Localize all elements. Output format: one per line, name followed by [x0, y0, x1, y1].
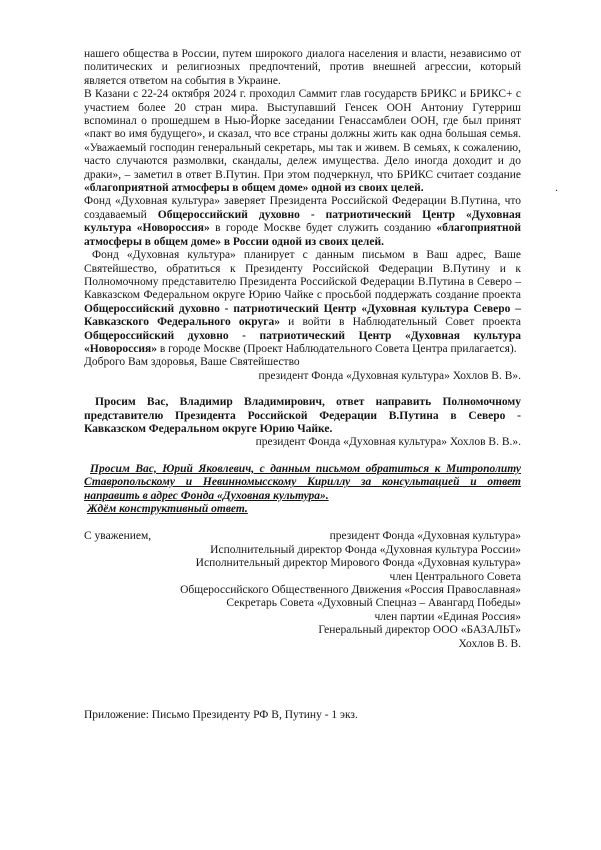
text-run: нашего общества в России, путем широкого диалога населения и власти, независимо от политических и религиозных предпочтений, против внешней агрессии, который является ответом на события в Украине.: [84, 48, 521, 87]
brics-summit-paragraph: [84, 88, 558, 195]
signature-title-line: Секретарь Совета «Духовный Спецназ – Авангард Победы»: [226, 597, 521, 610]
appendix-line: [84, 709, 521, 722]
text-run: Фонд «Духовная культура» заверяет Президента Российской Федерации В.Путина, что создаваемый: [84, 195, 521, 221]
farewell-line: [84, 356, 521, 369]
request-putin-paragraph: [84, 396, 521, 436]
text-run: .: [555, 182, 558, 195]
signature-title-line: Генеральный директор ООО «БАЗАЛЬТ»: [318, 624, 521, 637]
text-run: Просим Вас, Владимир Владимирович, ответ направить Полномочному представителю Президента Российской Федерации В.Путина в Северо - Кавказском Федеральном округе Юрию Чайке.: [84, 396, 521, 435]
text-run: Доброго Вам здоровья, Ваше Святейшество: [84, 356, 300, 369]
opening-paragraph: [84, 48, 521, 88]
signature-line-1: [84, 370, 521, 383]
spacer-2: [84, 450, 521, 463]
signature-title-line: член Центрального Совета: [389, 570, 521, 583]
signature-title-line: Исполнительный директор Мирового Фонда «Духовная культура»: [195, 557, 521, 570]
text-run: Общероссийский духовно - патриотический Центр «Духовная культура «Новороссия»: [84, 208, 521, 235]
text-run: «благоприятной атмосферы в общем доме» одной из своих целей.: [84, 182, 424, 195]
letter-body: [84, 48, 558, 722]
text-run: президент Фонда «Духовная культура» Хохлов В. В».: [258, 369, 521, 382]
fund-plans-paragraph: [84, 249, 521, 356]
text-run: Приложение: Письмо Президенту РФ В, Путину - 1 экз.: [84, 709, 358, 722]
text-run: Общероссийский духовно - патриотический Центр «Духовная культура «Новороссия»: [84, 329, 521, 355]
text-run: Общероссийский духовно - патриотический Центр «Духовная культура Северо – Кавказского Федерального округа»: [84, 302, 521, 329]
signature-title-line: президент Фонда «Духовная культура»: [329, 530, 521, 543]
spacer-1: [84, 383, 521, 396]
signature-title-line: Хохлов В. В.: [458, 637, 521, 650]
text-run: и войти в Наблюдательный Совет проекта: [279, 316, 521, 329]
signature-title-line: Общероссийского Общественного Движения «Россия Православная»: [180, 584, 521, 597]
text-run: Ждём конструктивный ответ.: [87, 503, 248, 515]
text-run: «благоприятной атмосферы в общем доме» в России одной из своих целей.: [84, 222, 521, 248]
signature-title-line: член партии «Единая Россия»: [374, 610, 521, 623]
awaiting-reply-line: [84, 503, 521, 516]
text-run: в городе Москве (Проект Наблюдательного Совета Центра прилагается).: [157, 342, 517, 355]
signature-title-line: Исполнительный директор Фонда «Духовная культура России»: [210, 543, 521, 556]
text-run: президент Фонда «Духовная культура» Хохлов В. В.».: [255, 436, 521, 449]
request-chaika-paragraph: [84, 463, 521, 503]
text-run: В Казани с 22-24 октября 2024 г. проходил Саммит глав государств БРИКС и БРИКС+ с участием более 20 стран мира. Выступавший Генсек ООН Антониу Гутерриш вспоминал о прошедшем в Нью-Йорке заседании Генассамблеи ООН, где был принят «пакт во имя будущего», и сказал, что все страны должны жить как одна большая семья. «Уважаемый господин генеральный секретарь, мы так и живем. В семьях, к сожалению, часто случаются размолвки, скандалы, дележ имущества. Дело иногда доходит и до драки», – заметил в ответ В.Путин. При этом подчеркнул, что БРИКС считает создание: [84, 88, 521, 181]
spacer-4: [84, 651, 521, 709]
fund-assurance-paragraph: [84, 195, 521, 249]
text-run: в городе Москве будет служить созданию: [209, 222, 437, 235]
text-run: Фонд «Духовная культура» планирует с данным письмом в Ваш адрес, Ваше Святейшество, обратиться к Президенту Российской Федерации В.Путину и к Полномочному представителю Президента Российской Федерации В.Путина в Северо – Кавказском Федеральном округе Юрию Чайке с просьбой поддержать создание проекта: [84, 249, 521, 302]
signoff-label: С уважением,: [84, 530, 152, 543]
text-run: Просим Вас, Юрий Яковлевич, с данным письмом обратиться к Митрополиту Ставропольскому и Невинномысскому Кириллу за консультацией и ответ направить в адрес Фонда «Духовная культура».: [84, 462, 521, 502]
signature-line-2: [84, 436, 521, 449]
spacer-3: [84, 516, 521, 530]
signature-block: [84, 530, 521, 651]
